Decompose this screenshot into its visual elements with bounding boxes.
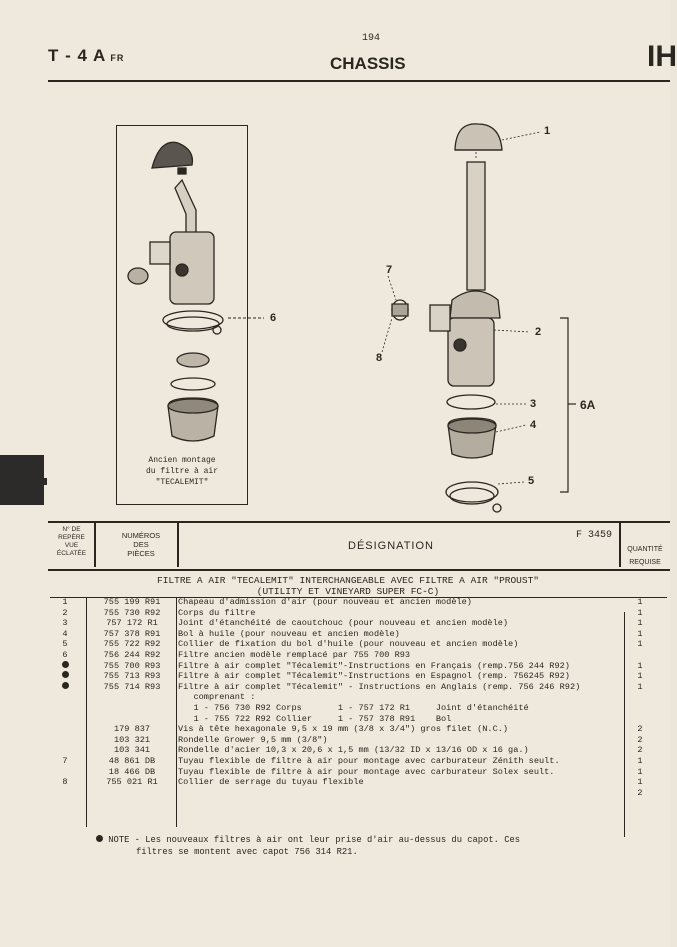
table-row	[50, 756, 650, 767]
table-row	[50, 714, 650, 725]
row-ref: 1	[62, 597, 68, 607]
footnote	[96, 834, 520, 858]
callout-7: 7	[386, 264, 393, 276]
row-ref: 2	[62, 607, 68, 618]
row-quantity: 2	[637, 745, 643, 756]
row-designation: Vis à tête hexagonale 9,5 x 19 mm (3/8 x 3/4") gros filet (N.C.)	[178, 724, 509, 735]
table-row	[50, 703, 650, 714]
callout-8: 8	[376, 352, 383, 364]
row-designation: Joint d'étanchéité de caoutchouc (pour nouveau et ancien modèle)	[178, 618, 509, 629]
row-part-number: 18 466 DB	[108, 766, 156, 777]
row-quantity: 1	[637, 660, 643, 671]
table-header	[48, 521, 670, 571]
col-ref-header	[48, 526, 95, 558]
row-designation: Rondelle Grower 9,5 mm (3/8")	[178, 734, 328, 745]
bullet-icon	[96, 835, 103, 842]
row-part-number: 48 861 DB	[108, 755, 156, 766]
callout-6: 6	[270, 312, 277, 324]
cap-icon	[455, 124, 502, 150]
row-quantity: 1	[637, 766, 643, 777]
inset-caption	[122, 455, 242, 488]
row-designation: comprenant :	[178, 692, 256, 703]
col-divider	[94, 521, 96, 567]
row-part-number: 755 021 R1	[106, 777, 158, 788]
row-quantity: 2	[637, 787, 643, 798]
group-title	[48, 575, 648, 597]
table-row	[50, 650, 650, 661]
callout-4: 4	[530, 419, 537, 431]
row-part-number: 755 714 R93	[103, 681, 161, 692]
row-ref: 4	[62, 628, 68, 639]
row-quantity: 2	[637, 734, 643, 745]
row-ref	[50, 682, 80, 693]
row-ref: 7	[62, 755, 68, 766]
table-row	[50, 639, 650, 650]
callout-6a: 6A	[580, 398, 596, 412]
row-designation: Bol à huile (pour nouveau et ancien modèle)	[178, 628, 400, 639]
row-part-number: 757 172 R1	[106, 618, 158, 629]
inset-cap-icon	[152, 142, 192, 168]
table-row	[50, 745, 650, 756]
table-row	[50, 788, 650, 799]
page-title: CHASSIS	[330, 54, 406, 73]
parts-table	[50, 597, 650, 798]
row-designation: Collier de fixation du bol d'huile (pour nouveau et ancien modèle)	[178, 639, 519, 650]
table-row	[50, 735, 650, 746]
row-quantity: 1	[637, 628, 643, 639]
new-part-dot-icon	[62, 682, 69, 689]
row-designation: Filtre ancien modèle remplacé par 755 700 R93	[178, 649, 411, 660]
callout-1: 1	[544, 125, 551, 137]
row-part-number: 757 378 R91	[103, 628, 161, 639]
main-parts	[392, 124, 502, 512]
row-part-number: 755 700 R93	[103, 660, 161, 671]
table-row	[50, 608, 650, 619]
table-row	[50, 692, 650, 703]
table-row	[50, 777, 650, 788]
row-ref: 6	[62, 649, 68, 660]
row-quantity: 1	[637, 755, 643, 766]
inset-caption-line: Ancien montage	[148, 456, 216, 465]
row-quantity: 1	[637, 681, 643, 692]
row-designation: Filtre à air complet "Técalemit"-Instructions en Espagnol (remp. 756245 R92)	[178, 671, 570, 682]
col-num-line: NUMÉROS	[121, 531, 161, 540]
new-part-dot-icon	[62, 671, 69, 678]
row-quantity: 1	[637, 607, 643, 618]
page-number: 194	[362, 33, 381, 44]
col-ref-line: ÉCLATÉE	[56, 550, 87, 557]
row-part-number: 179 837	[113, 724, 151, 735]
footnote-line	[96, 834, 520, 846]
inset-parts	[128, 142, 223, 441]
callout-2: 2	[535, 326, 542, 338]
filter-body-icon	[448, 318, 494, 386]
table-row	[50, 661, 650, 672]
row-ref	[50, 671, 80, 682]
col-divider	[619, 521, 621, 567]
row-designation: Tuyau flexible de filtre à air pour montage avec carburateur Zénith seult.	[178, 755, 560, 766]
language-tag: FR	[110, 53, 125, 63]
table-row	[50, 629, 650, 640]
intake-tube-icon	[467, 162, 485, 290]
group-title-line: FILTRE A AIR "TECALEMIT" INTERCHANGEABLE AVEC FILTRE A AIR "PROUST"	[157, 575, 539, 586]
row-part-number: 755 730 R92	[103, 607, 161, 618]
row-quantity: 1	[637, 639, 643, 650]
row-designation: Filtre à air complet "Técalemit"-Instructions en Français (remp.756 244 R92)	[178, 660, 570, 671]
col-num-line: DES	[133, 540, 149, 549]
table-row	[50, 597, 650, 608]
new-part-dot-icon	[62, 661, 69, 668]
row-designation: Tuyau flexible de filtre à air pour montage avec carburateur Solex seult.	[178, 766, 555, 777]
col-qty-line: REQUISE	[629, 559, 661, 566]
col-qty-line: QUANTITÉ	[627, 546, 663, 553]
row-designation: Collier de serrage du tuyau flexible	[178, 777, 364, 788]
group-bracket	[560, 318, 568, 492]
col-ref-line: VUE	[64, 542, 79, 549]
figure-reference: F 3459	[576, 530, 613, 541]
row-ref: 8	[62, 777, 68, 788]
col-ref-line: REPÈRE	[58, 534, 85, 541]
footnote-text: NOTE - Les nouveaux filtres à air ont leur prise d'air au-dessus du capot. Ces	[108, 835, 521, 845]
col-ref-line: N° DE	[62, 526, 81, 533]
inset-caption-line: "TECALEMIT"	[155, 478, 209, 487]
row-designation: Chapeau d'admission d'air (pour nouveau et ancien modèle)	[178, 597, 472, 607]
row-quantity: 1	[637, 597, 643, 607]
brand-logo: IH	[647, 40, 677, 73]
row-designation: 1 - 755 722 R92 Collier 1 - 757 378 R91 Bol	[178, 713, 452, 724]
col-num-line: PIÈCES	[127, 549, 155, 558]
row-part-number: 756 244 R92	[103, 649, 161, 660]
row-quantity: 1	[637, 618, 643, 629]
row-part-number: 755 199 R91	[103, 597, 161, 607]
row-designation: Filtre à air complet "Técalemit" - Instructions en Anglais (remp. 756 246 R92)	[178, 681, 581, 692]
group-title-line: (UTILITY ET VINEYARD SUPER FC-C)	[256, 586, 440, 597]
section-code-text: T - 4 A	[48, 46, 107, 65]
col-num-header	[106, 531, 176, 558]
table-row	[50, 767, 650, 778]
col-qty-header	[620, 543, 670, 569]
row-ref: 5	[62, 639, 68, 650]
table-row	[50, 671, 650, 682]
row-quantity: 1	[637, 671, 643, 682]
row-part-number: 103 321	[113, 734, 151, 745]
table-row	[50, 618, 650, 629]
row-part-number: 103 341	[113, 745, 151, 756]
col-divider	[177, 521, 179, 567]
callout-3: 3	[530, 398, 537, 410]
table-row	[50, 724, 650, 735]
row-ref	[50, 661, 80, 672]
callout-5: 5	[528, 475, 535, 487]
inset-caption-line: du filtre à air	[145, 467, 218, 476]
row-quantity: 1	[637, 777, 643, 788]
row-part-number: 755 722 R92	[103, 639, 161, 650]
row-part-number: 755 713 R93	[103, 671, 161, 682]
row-quantity: 2	[637, 724, 643, 735]
table-row	[50, 682, 650, 693]
footnote-text: filtres se montent avec capot 756 314 R21.	[136, 847, 358, 857]
row-designation: Corps du filtre	[178, 607, 256, 618]
row-designation: Rondelle d'acier 10,3 x 20,6 x 1,5 mm (13/32 ID x 13/16 OD x 16 ga.)	[178, 745, 529, 756]
col-des-header: DÉSIGNATION	[348, 540, 434, 552]
row-ref: 3	[62, 618, 68, 629]
row-designation: 1 - 756 730 R92 Corps 1 - 757 172 R1 Joint d'étanchéité	[178, 702, 529, 713]
